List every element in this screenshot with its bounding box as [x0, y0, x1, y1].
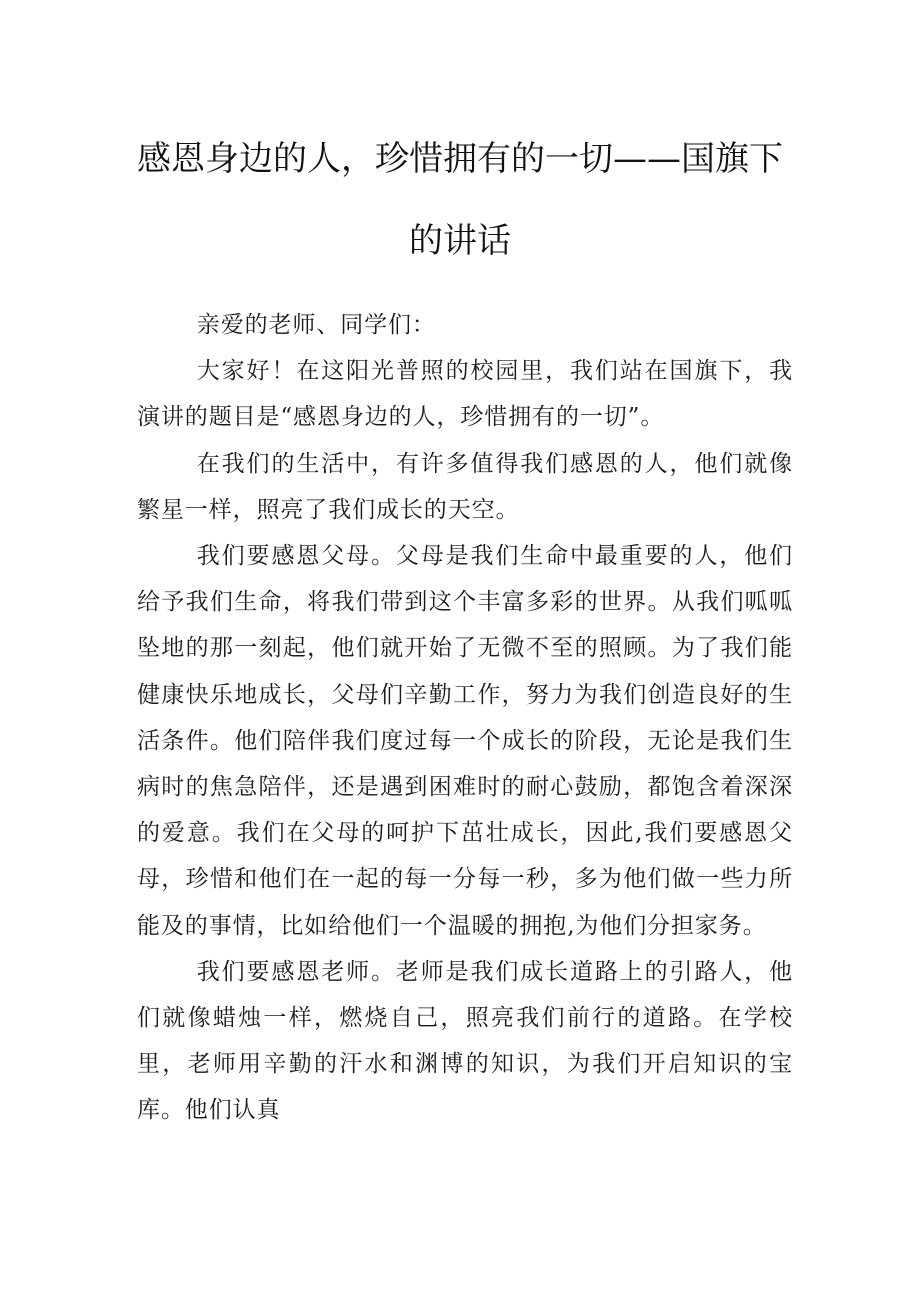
paragraph-greeting: 大家好！在这阳光普照的校园里，我们站在国旗下，我演讲的题目是“感恩身边的人，珍惜拥有的一切”。 — [137, 358, 793, 431]
paragraph-parents: 我们要感恩父母。父母是我们生命中最重要的人，他们给予我们生命，将我们带到这个丰富多彩的世界。从我们呱呱坠地的那一刻起，他们就开始了无微不至的照顾。为了我们能健康快乐地成长，父母们辛勤工作，努力为我们创造良好的生活条件。他们陪伴我们度过每一个成长的阶段，无论是我们生病时的焦急陪伴，还是遇到困难时的耐心鼓励，都饱含着深深的爱意。我们在父母的呵护下茁壮成长，因此,我们要感恩父母，珍惜和他们在一起的每一分每一秒，多为他们做一些力所能及的事情，比如给他们一个温暖的拥抱,为他们分担家务。 — [137, 543, 793, 939]
paragraph-teachers: 我们要感恩老师。老师是我们成长道路上的引路人，他们就像蜡烛一样，燃烧自己，照亮我们前行的道路。在学校里，老师用辛勤的汗水和渊博的知识，为我们开启知识的宝库。他们认真 — [137, 958, 793, 1124]
document-body — [137, 302, 793, 1134]
paragraph-intro: 在我们的生活中，有许多值得我们感恩的人，他们就像繁星一样，照亮了我们成长的天空。 — [137, 450, 793, 523]
paragraph-salutation: 亲爱的老师、同学们： — [196, 312, 436, 338]
document-title-line-2: 的讲话 — [409, 221, 511, 261]
document-title-line-1: 感恩身边的人，珍惜拥有的一切——国旗下 — [137, 139, 783, 179]
